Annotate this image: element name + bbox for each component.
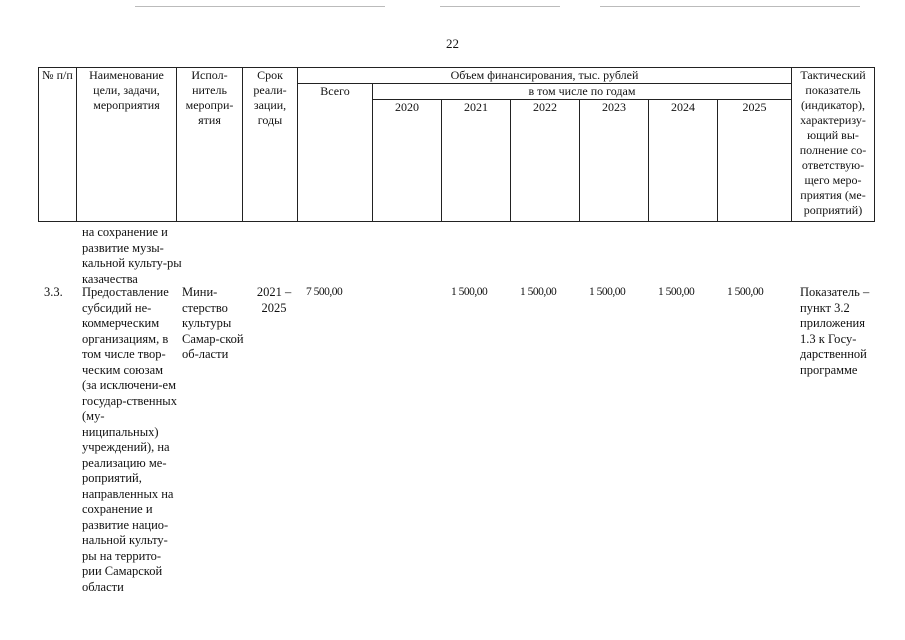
row-executor: Мини-стерство культуры Самар-ской об-ласти <box>182 285 244 361</box>
row-2022: 1 500,00 <box>520 286 557 298</box>
header-total: Всего <box>298 84 373 222</box>
header-year-2025: 2025 <box>718 100 792 222</box>
top-scan-line-mid <box>440 6 560 7</box>
header-year-2021: 2021 <box>442 100 511 222</box>
header-executor: Испол-нитель меропри-ятия <box>177 68 243 222</box>
header-year-2023: 2023 <box>580 100 649 222</box>
row-num: 3.3. <box>44 285 63 299</box>
header-num: № п/п <box>39 68 77 222</box>
row-2024: 1 500,00 <box>658 286 695 298</box>
row-name: Предоставление субсидий не-коммерческим организациям, в том числе твор-ческим союзам (за исключени-ем государ-ственных (му-ниципальных) учреждений), на реализацию ме-роприятий, направленных на сохранение и развитие нацио-нальной культу-ры на террито-рии Самарской области <box>82 285 177 594</box>
row-2025: 1 500,00 <box>727 286 764 298</box>
row-indicator: Показатель – пункт 3.2 приложения 1.3 к Госу-дарственной программе <box>800 285 870 377</box>
header-year-2020: 2020 <box>373 100 442 222</box>
header-indicator: Тактический показатель (индикатор), характеризу-ющий вы-полнение со-ответствую-щего меро-приятия (ме-роприятий) <box>792 68 875 222</box>
continuation-text: на сохранение и развитие музы-кальной культу-ры казачества <box>82 225 182 286</box>
header-term: Срок реали-зации, годы <box>243 68 298 222</box>
header-name: Наименование цели, задачи, мероприятия <box>77 68 177 222</box>
row-2023: 1 500,00 <box>589 286 626 298</box>
top-scan-line-left <box>135 6 385 7</box>
row-2021: 1 500,00 <box>451 286 488 298</box>
header-year-2024: 2024 <box>649 100 718 222</box>
header-funding: Объем финансирования, тыс. рублей <box>298 68 792 84</box>
header-year-2022: 2022 <box>511 100 580 222</box>
top-scan-line-right <box>600 6 860 7</box>
page-number: 22 <box>446 36 459 51</box>
header-by-year: в том числе по годам <box>373 84 792 100</box>
row-total: 7 500,00 <box>306 286 343 298</box>
table-header <box>38 67 875 222</box>
row-term: 2021 – 2025 <box>256 285 292 315</box>
